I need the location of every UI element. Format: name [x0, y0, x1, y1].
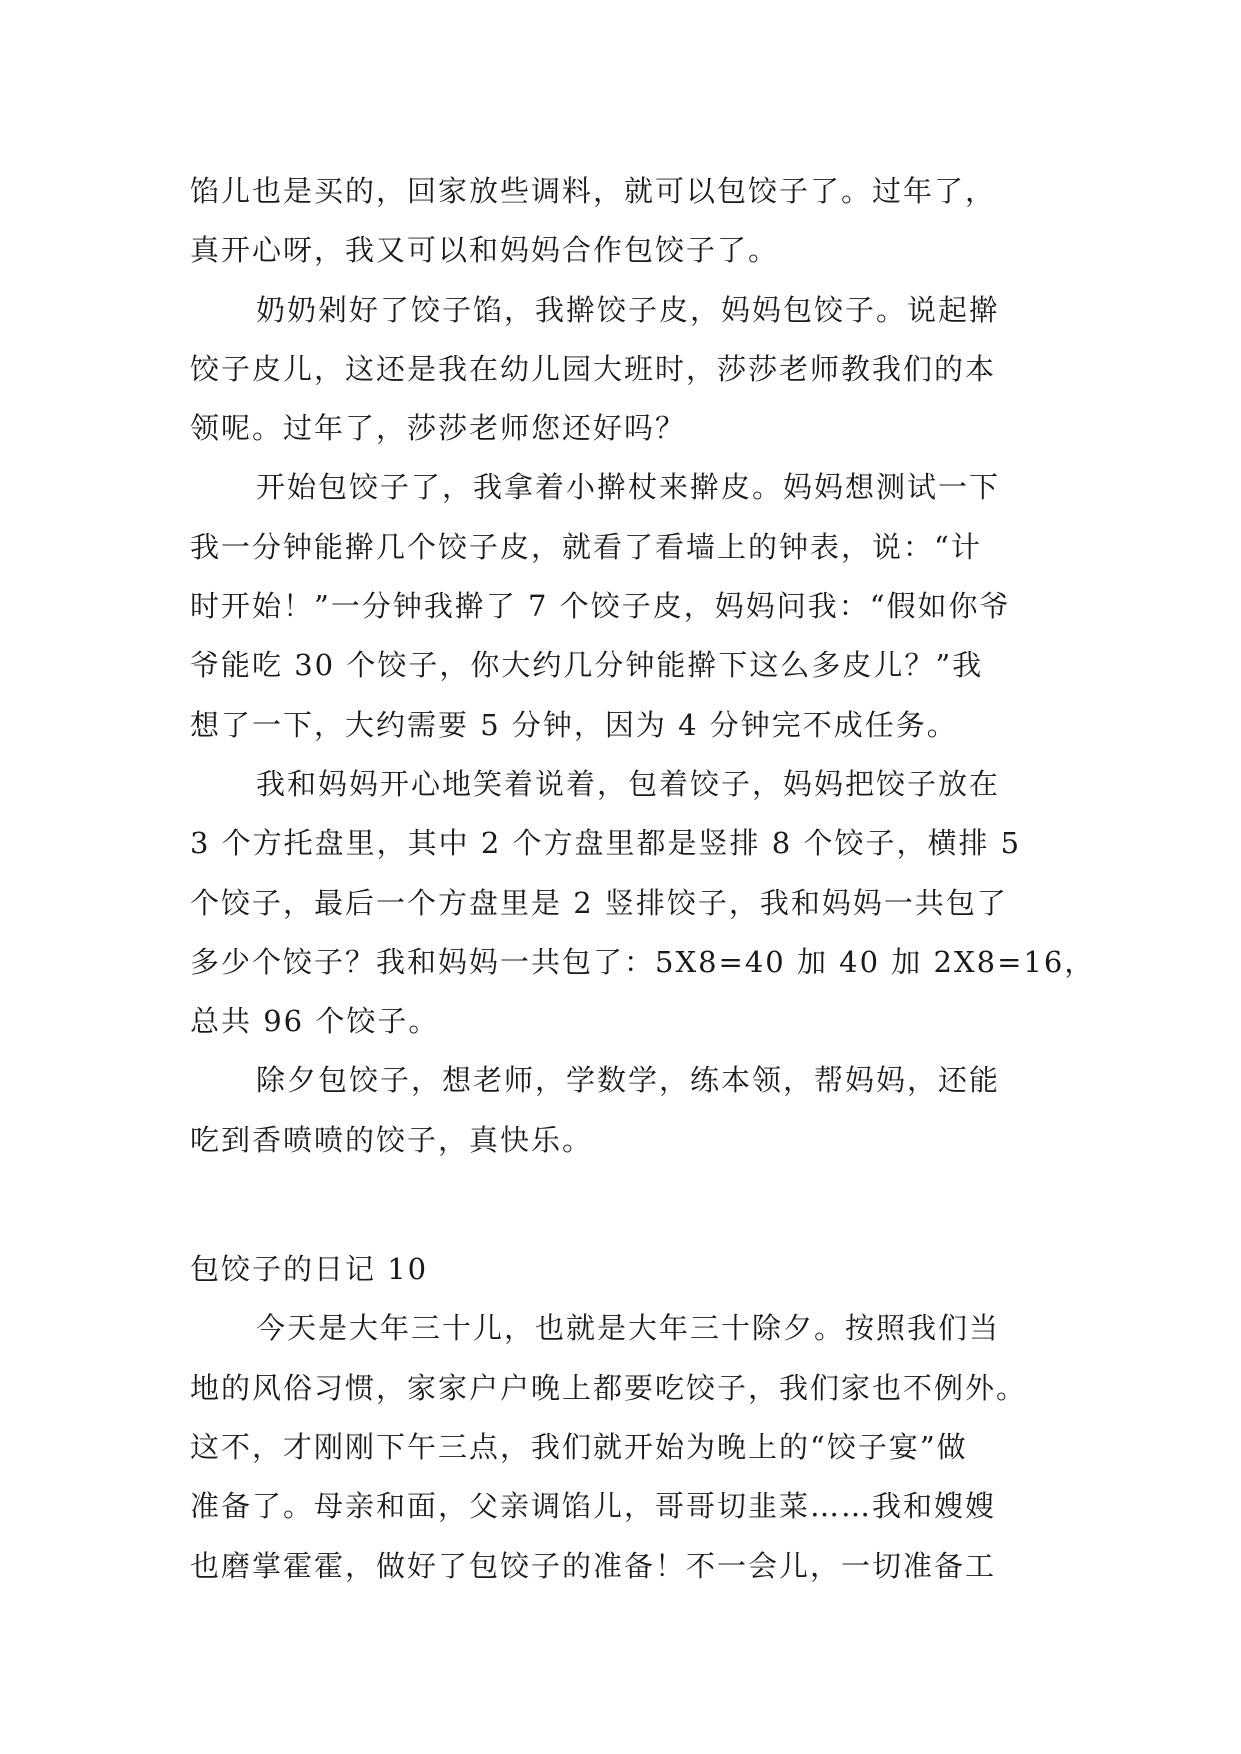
paragraph-6: [190, 1299, 1050, 1595]
text-line: 总共 96 个饺子。: [190, 1004, 440, 1039]
text-line: 吃到香喷喷的饺子，真快乐。: [190, 1122, 594, 1157]
text-line: 准备了。母亲和面，父亲调馅儿，哥哥切韭菜……我和嫂嫂: [190, 1489, 997, 1524]
text-line: 这不，才刚刚下午三点，我们就开始为晚上的“饺子宴”做: [190, 1429, 968, 1464]
section-heading: 包饺子的日记 10: [190, 1252, 429, 1287]
text-line: 多少个饺子？我和妈妈一共包了：5X8=40 加 40 加 2X8=16，: [190, 944, 1096, 979]
paragraph-2: [190, 281, 1050, 459]
paragraph-5: [190, 1051, 1050, 1170]
text-line: 馅儿也是买的，回家放些调料，就可以包饺子了。过年了，: [190, 174, 997, 208]
document-body: [190, 162, 1096, 1596]
paragraph-3: [190, 458, 1050, 754]
text-line: 也磨掌霍霍，做好了包饺子的准备！不一会儿，一切准备工: [190, 1548, 997, 1583]
text-line: 时开始！”一分钟我擀了 7 个饺子皮，妈妈问我：“假如你爷: [190, 589, 1011, 624]
text-line: 领呢。过年了，莎莎老师您还好吗？: [190, 411, 687, 446]
text-line: 真开心呀，我又可以和妈妈合作包饺子了。: [190, 233, 780, 268]
paragraph-1: [190, 162, 1050, 281]
section-gap: [190, 1170, 1050, 1240]
paragraph-4: [190, 755, 1096, 1051]
text-line: 爷能吃 30 个饺子，你大约几分钟能擀下这么多皮儿？”我: [190, 648, 984, 683]
text-line: 我和妈妈开心地笑着说着，包着饺子，妈妈把饺子放在: [256, 766, 1001, 801]
text-line: 开始包饺子了，我拿着小擀杖来擀皮。妈妈想测试一下: [256, 470, 1001, 505]
text-line: 我一分钟能擀几个饺子皮，就看了看墙上的钟表，说：“计: [190, 529, 982, 564]
text-line: 个饺子，最后一个方盘里是 2 竖排饺子，我和妈妈一共包了: [190, 885, 1008, 920]
text-line: 饺子皮儿，这还是我在幼儿园大班时，莎莎老师教我们的本: [190, 351, 997, 386]
text-line: 3 个方托盘里，其中 2 个方盘里都是竖排 8 个饺子，横排 5: [190, 826, 1022, 861]
text-line: 地的风俗习惯，家家户户晚上都要吃饺子，我们家也不例外。: [190, 1370, 1028, 1405]
text-line: 想了一下，大约需要 5 分钟，因为 4 分钟完不成任务。: [190, 707, 958, 742]
text-line: 奶奶剁好了饺子馅，我擀饺子皮，妈妈包饺子。说起擀: [256, 292, 1001, 327]
text-line: 除夕包饺子，想老师，学数学，练本领，帮妈妈，还能: [256, 1063, 1001, 1098]
text-line: 今天是大年三十儿，也就是大年三十除夕。按照我们当: [256, 1311, 1001, 1346]
